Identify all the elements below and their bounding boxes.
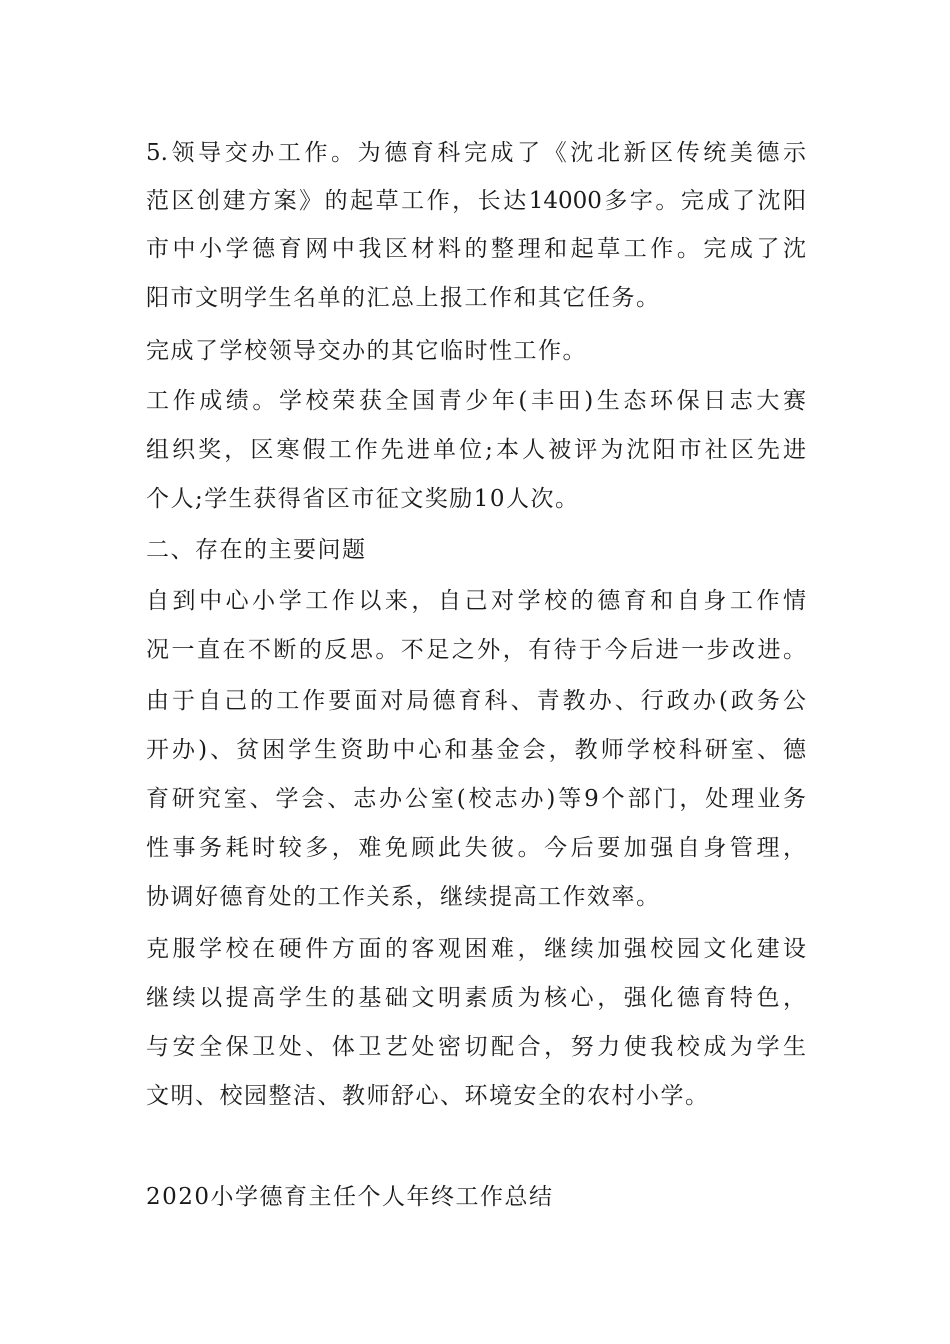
paragraph-line: 市中小学德育网中我区材料的整理和起草工作。完成了沈 — [146, 236, 806, 262]
paragraph-line: 协调好德育处的工作关系，继续提高工作效率。 — [146, 884, 661, 910]
paragraph-line: 性事务耗时较多，难免顾此失彼。今后要加强自身管理， — [146, 835, 806, 861]
paragraph-line: 阳市文明学生名单的汇总上报工作和其它任务。 — [146, 285, 661, 311]
section-heading: 二、存在的主要问题 — [146, 537, 367, 563]
paragraph-line: 况一直在不断的反思。不足之外，有待于今后进一步改进。 — [146, 637, 806, 663]
paragraph-line: 工作成绩。学校荣获全国青少年(丰田)生态环保日志大赛 — [146, 388, 806, 414]
paragraph-line: 育研究室、学会、志办公室(校志办)等9个部门，处理业务 — [146, 786, 806, 812]
paragraph-line: 完成了学校领导交办的其它临时性工作。 — [146, 338, 587, 364]
paragraph-line: 文明、校园整洁、教师舒心、环境安全的农村小学。 — [146, 1083, 710, 1109]
paragraph-line: 自到中心小学工作以来，自己对学校的德育和自身工作情 — [146, 588, 806, 614]
paragraph-line: 范区创建方案》的起草工作，长达14000多字。完成了沈阳 — [146, 188, 806, 214]
paragraph-line: 与安全保卫处、体卫艺处密切配合，努力使我校成为学生 — [146, 1034, 806, 1060]
paragraph-line: 继续以提高学生的基础文明素质为核心，强化德育特色， — [146, 985, 806, 1011]
document-title: 2020小学德育主任个人年终工作总结 — [146, 1184, 554, 1210]
paragraph-line: 克服学校在硬件方面的客观困难，继续加强校园文化建设 — [146, 936, 806, 962]
paragraph-line: 个人;学生获得省区市征文奖励10人次。 — [146, 486, 580, 512]
paragraph-line: 5.领导交办工作。为德育科完成了《沈北新区传统美德示 — [146, 140, 806, 166]
paragraph-line: 开办)、贫困学生资助中心和基金会，教师学校科研室、德 — [146, 737, 806, 763]
paragraph-line: 由于自己的工作要面对局德育科、青教办、行政办(政务公 — [146, 688, 806, 714]
paragraph-line: 组织奖，区寒假工作先进单位;本人被评为沈阳市社区先进 — [146, 437, 806, 463]
